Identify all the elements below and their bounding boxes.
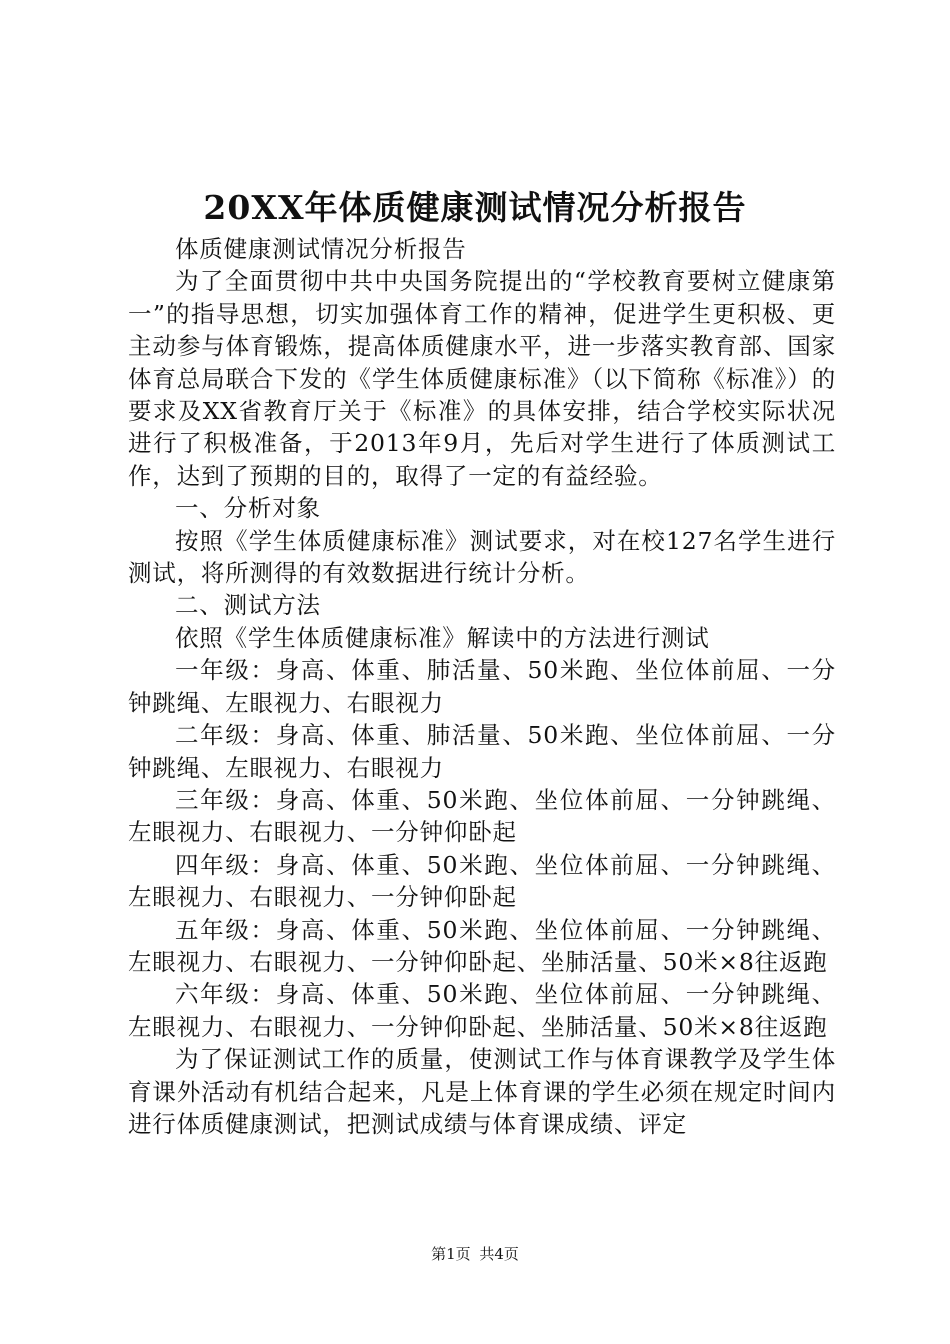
paragraph-analysis-target: 按照《学生体质健康标准》测试要求，对在校127名学生进行测试，将所测得的有效数据进行统计分析。 bbox=[128, 526, 836, 588]
paragraph-grade-1: 一年级：身高、体重、肺活量、50米跑、坐位体前屈、一分钟跳绳、左眼视力、右眼视力 bbox=[128, 656, 836, 717]
paragraph-grade-3: 三年级：身高、体重、50米跑、坐位体前屈、一分钟跳绳、左眼视力、右眼视力、一分钟仰卧起 bbox=[128, 785, 836, 847]
page-total: 共4页 bbox=[479, 1245, 519, 1263]
paragraph-grade-2: 二年级：身高、体重、肺活量、50米跑、坐位体前屈、一分钟跳绳、左眼视力、右眼视力 bbox=[128, 721, 836, 782]
section-heading-analysis-target: 一、分析对象 bbox=[175, 494, 321, 523]
page-number: 第1页 bbox=[431, 1245, 471, 1263]
document-body bbox=[128, 233, 836, 1140]
paragraph-grade-6: 六年级：身高、体重、50米跑、坐位体前屈、一分钟跳绳、左眼视力、右眼视力、一分钟仰卧起、坐肺活量、50米×8往返跑 bbox=[128, 980, 836, 1041]
document-title: 20XX年体质健康测试情况分析报告 bbox=[203, 188, 747, 227]
paragraph-intro: 为了全面贯彻中共中央国务院提出的“学校教育要树立健康第一”的指导思想，切实加强体育工作的精神，促进学生更积极、更主动参与体育锻炼，提高体质健康水平，进一步落实教育部、国家体育总局联合下发的《学生体质健康标准》（以下简称《标准》）的要求及XX省教育厅关于《标准》的具体安排，结合学校实际状况进行了积极准备，于2013年9月，先后对学生进行了体质测试工作，达到了预期的目的，取得了一定的有益经验。 bbox=[128, 267, 836, 490]
page-footer bbox=[0, 1243, 950, 1265]
section-heading-test-method: 二、测试方法 bbox=[175, 591, 321, 620]
paragraph-grade-5: 五年级：身高、体重、50米跑、坐位体前屈、一分钟跳绳、左眼视力、右眼视力、一分钟仰卧起、坐肺活量、50米×8往返跑 bbox=[128, 915, 836, 976]
paragraph-subtitle: 体质健康测试情况分析报告 bbox=[175, 235, 467, 263]
paragraph-test-method: 依照《学生体质健康标准》解读中的方法进行测试 bbox=[175, 623, 710, 652]
paragraph-grade-4: 四年级：身高、体重、50米跑、坐位体前屈、一分钟跳绳、左眼视力、右眼视力、一分钟仰卧起 bbox=[128, 850, 836, 912]
paragraph-quality: 为了保证测试工作的质量，使测试工作与体育课教学及学生体育课外活动有机结合起来，凡是上体育课的学生必须在规定时间内进行体质健康测试，把测试成绩与体育课成绩、评定 bbox=[128, 1045, 836, 1138]
